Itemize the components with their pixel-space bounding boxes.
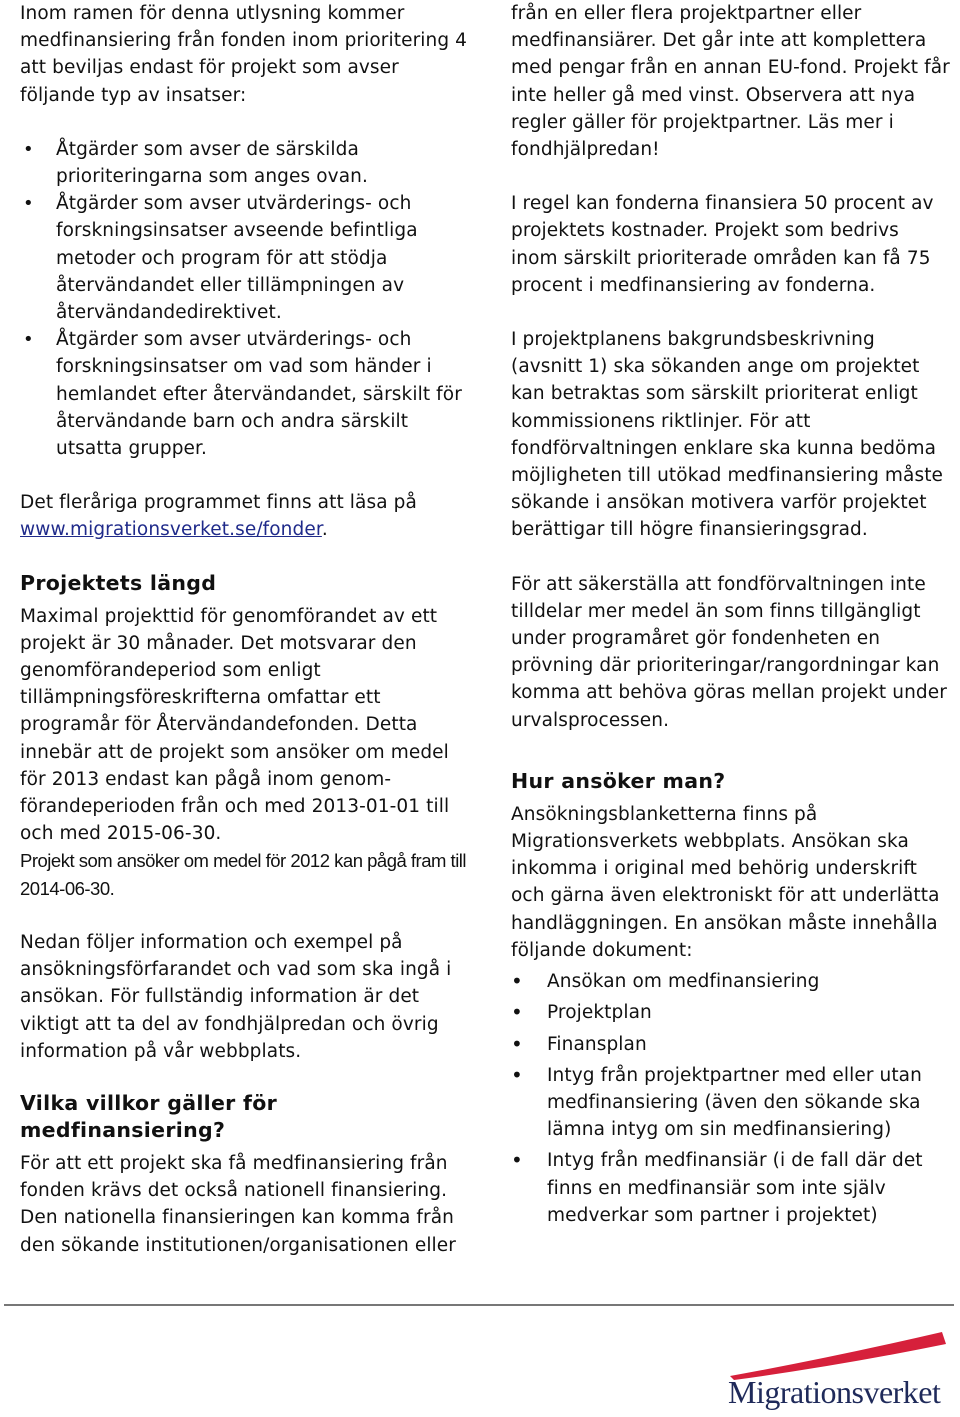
- bullet-item: • Åtgärder som avser utvärderings- och forskningsinsatser om vad som händer i hemlandet efter återvändandet, särskilt för återvändande barn och andra särskilt utsatta grupper.: [20, 326, 470, 462]
- logo-wordmark: Migrationsverket: [728, 1374, 941, 1410]
- logo-arc-icon: [720, 1330, 955, 1380]
- funding-rule-paragraph: I regel kan fonderna finansiera 50 procent av projektets kostnader. Projekt som bedrivs inom särskilt prioriterade områden kan få 75 procent i medfinansiering av fonderna.: [511, 193, 934, 296]
- document-item: • Finansplan: [511, 1031, 951, 1058]
- document-list: [511, 968, 951, 1229]
- priority-bullet-list: [20, 136, 470, 462]
- migrationsverket-logo: [720, 1330, 955, 1412]
- intro-paragraph: Inom ramen för denna utlysning kommer medfinansiering från fonden inom prioritering 4 att beviljas endast för projekt som avser följande typ av insatser:: [20, 3, 468, 106]
- info-paragraph: Nedan följer information och exempel på ansökningsförfarandet och vad som ska ingå i ansökan. För fullständig information är det viktigt att ta del av fondhjälpredan och övrig information på vår webbplats.: [20, 931, 452, 1062]
- bullet-item: • Åtgärder som avser de särskilda prioriteringarna som anges ovan.: [20, 136, 470, 190]
- continuation-paragraph: från en eller flera projektpartner eller medfinansiärer. Det går inte att komplettera med pengar från en annan EU-fond. Projekt får inte heller gå med vinst. Observera att nya regler gäller för projektpartner. Läs mer i fondhjälpredan!: [511, 3, 950, 161]
- left-column: [20, 0, 470, 1259]
- length-paragraph: Maximal projekttid för genomförandet av ett projekt är 30 månader. Det motsvarar den genomförandeperiod som enligt tillämpningsföreskrifterna omfattar ett programår för Återvändandefonden. Detta innebär att de projekt som ansöker om medel för 2013 endast kan pågå inom genom-förandeperioden från och med 2013-01-01 till och med 2015-06-30.: [20, 605, 450, 845]
- program-link[interactable]: www.migrationsverket.se/fonder: [20, 519, 322, 541]
- program-end: .: [321, 519, 328, 541]
- document-item: • Intyg från medfinansiär (i de fall där det finns en medfinansiär som inte själv medverkar som partner i projektet): [511, 1147, 951, 1229]
- ensure-paragraph: För att säkerställa att fondförvaltningen inte tilldelar mer medel än som finns tillgängligt under programåret gör fondenheten en prövning där prioriteringar/rangordningar kan komma att behöva göras mellan projekt under urvalsprocessen.: [511, 573, 947, 731]
- document-item: • Projektplan: [511, 999, 951, 1026]
- program-text: Det fleråriga programmet finns att läsa på: [20, 492, 417, 514]
- heading-conditions: Vilka villkor gäller för medfinansiering?: [20, 1090, 278, 1142]
- length-paragraph-2: Projekt som ansöker om medel för 2012 kan pågå fram till 2014-06-30.: [20, 850, 467, 899]
- footer-divider: [4, 1304, 954, 1306]
- conditions-paragraph: För att ett projekt ska få medfinansiering från fonden krävs det också nationell finansiering. Den nationella finansieringen kan komma från den sökande institutionen/organisationen eller: [20, 1152, 456, 1256]
- program-paragraph: [20, 489, 470, 543]
- document-item: • Ansökan om medfinansiering: [511, 968, 951, 995]
- bullet-item: • Åtgärder som avser utvärderings- och forskningsinsatser avseende befintliga metoder och program för att stödja återvändandet eller tillämpningen av återvändandedirektivet.: [20, 190, 470, 326]
- document-item: • Intyg från projektpartner med eller utan medfinansiering (även den sökande ska lämna intyg om sin medfinansiering): [511, 1062, 951, 1144]
- right-column: [511, 0, 951, 1233]
- heading-how-to-apply: Hur ansöker man?: [511, 768, 726, 793]
- heading-project-length: Projektets längd: [20, 570, 217, 595]
- background-paragraph: I projektplanens bakgrundsbeskrivning (avsnitt 1) ska sökanden ange om projektet kan betraktas som särskilt prioriterat enligt kommissionens riktlinjer. För att fondförvaltningen enklare ska kunna bedöma möjligheten till utökad medfinansiering måste sökande i ansökan motivera varför projektet berättigar till högre finansieringsgrad.: [511, 329, 944, 541]
- apply-paragraph: Ansökningsblanketterna finns på Migrationsverkets webbplats. Ansökan ska inkomma i original med behörig underskrift och gärna även elektroniskt för att underlätta handläggningen. En ansökan måste innehålla följande dokument:: [511, 803, 940, 961]
